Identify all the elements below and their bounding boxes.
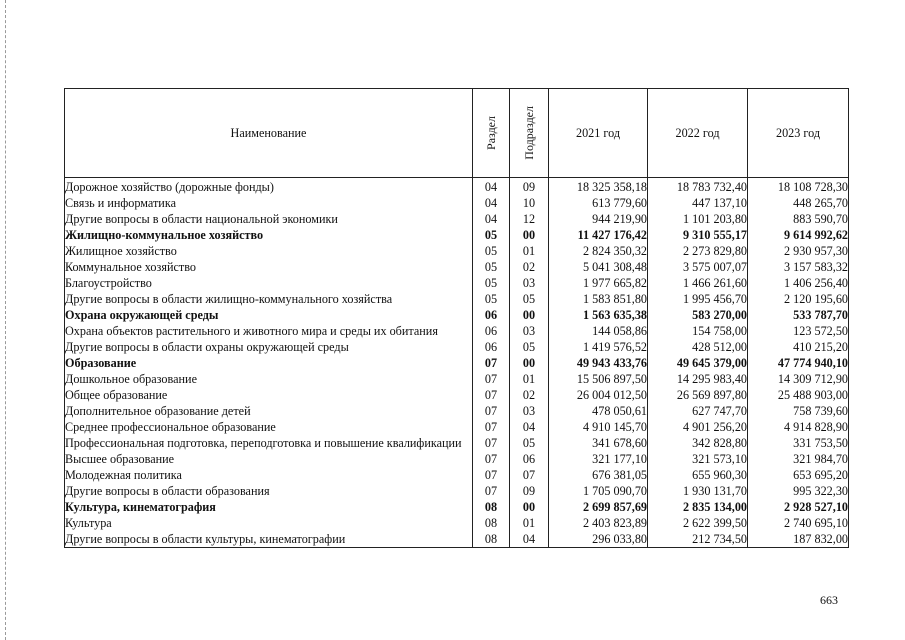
header-section-label: Раздел xyxy=(484,116,498,150)
row-section-code: 05 xyxy=(473,291,510,307)
row-section-code: 06 xyxy=(473,307,510,323)
row-value-2022: 14 295 983,40 xyxy=(648,371,748,387)
row-subsection-code: 00 xyxy=(510,227,549,243)
row-section-code: 08 xyxy=(473,499,510,515)
row-value-2021: 18 325 358,18 xyxy=(549,178,648,196)
row-name: Коммунальное хозяйство xyxy=(65,259,473,275)
table-row xyxy=(65,355,849,371)
row-value-2023: 2 740 695,10 xyxy=(748,515,849,531)
table-row xyxy=(65,451,849,467)
header-name: Наименование xyxy=(65,89,473,178)
row-subsection-code: 02 xyxy=(510,387,549,403)
row-section-code: 07 xyxy=(473,355,510,371)
row-section-code: 07 xyxy=(473,483,510,499)
row-value-2021: 5 041 308,48 xyxy=(549,259,648,275)
table-row xyxy=(65,515,849,531)
row-value-2023: 883 590,70 xyxy=(748,211,849,227)
row-section-code: 08 xyxy=(473,515,510,531)
table-row xyxy=(65,275,849,291)
header-section xyxy=(473,89,510,178)
row-value-2022: 1 466 261,60 xyxy=(648,275,748,291)
row-value-2023: 25 488 903,00 xyxy=(748,387,849,403)
row-name: Образование xyxy=(65,355,473,371)
row-value-2023: 653 695,20 xyxy=(748,467,849,483)
row-value-2021: 676 381,05 xyxy=(549,467,648,483)
row-subsection-code: 09 xyxy=(510,483,549,499)
row-subsection-code: 10 xyxy=(510,195,549,211)
table-row xyxy=(65,211,849,227)
row-name: Другие вопросы в области жилищно-коммунального хозяйства xyxy=(65,291,473,307)
table-row xyxy=(65,178,849,196)
row-value-2021: 26 004 012,50 xyxy=(549,387,648,403)
row-section-code: 06 xyxy=(473,339,510,355)
row-value-2023: 2 928 527,10 xyxy=(748,499,849,515)
table-row xyxy=(65,387,849,403)
row-value-2021: 11 427 176,42 xyxy=(549,227,648,243)
row-value-2022: 18 783 732,40 xyxy=(648,178,748,196)
row-value-2023: 2 930 957,30 xyxy=(748,243,849,259)
row-value-2023: 9 614 992,62 xyxy=(748,227,849,243)
row-name: Жилищно-коммунальное хозяйство xyxy=(65,227,473,243)
row-value-2021: 613 779,60 xyxy=(549,195,648,211)
row-value-2023: 1 406 256,40 xyxy=(748,275,849,291)
page-number: 663 xyxy=(820,593,838,607)
row-value-2023: 321 984,70 xyxy=(748,451,849,467)
table-row xyxy=(65,419,849,435)
row-name-cell xyxy=(65,323,473,339)
row-value-2022: 49 645 379,00 xyxy=(648,355,748,371)
header-subsection-label: Подраздел xyxy=(522,106,536,160)
row-subsection-code: 04 xyxy=(510,419,549,435)
row-value-2022: 321 573,10 xyxy=(648,451,748,467)
row-value-2022: 583 270,00 xyxy=(648,307,748,323)
row-section-code: 08 xyxy=(473,531,510,548)
row-name: Высшее образование xyxy=(65,451,473,467)
row-subsection-code: 01 xyxy=(510,371,549,387)
row-name: Другие вопросы в области охраны окружающей среды xyxy=(65,339,473,355)
table-row xyxy=(65,291,849,307)
row-section-code: 07 xyxy=(473,403,510,419)
row-section-code: 05 xyxy=(473,227,510,243)
row-value-2021: 944 219,90 xyxy=(549,211,648,227)
row-value-2021: 2 403 823,89 xyxy=(549,515,648,531)
row-section-code: 05 xyxy=(473,259,510,275)
row-name: Связь и информатика xyxy=(65,195,473,211)
table-row xyxy=(65,371,849,387)
row-subsection-code: 04 xyxy=(510,531,549,548)
table-row xyxy=(65,531,849,548)
row-value-2022: 655 960,30 xyxy=(648,467,748,483)
row-section-code: 06 xyxy=(473,323,510,339)
row-value-2022: 1 101 203,80 xyxy=(648,211,748,227)
row-section-code: 07 xyxy=(473,467,510,483)
header-year-2021: 2021 год xyxy=(549,89,648,178)
row-name: Благоустройство xyxy=(65,275,473,291)
row-subsection-code: 05 xyxy=(510,291,549,307)
row-value-2023: 123 572,50 xyxy=(748,323,849,339)
row-subsection-code: 00 xyxy=(510,499,549,515)
row-name: Среднее профессиональное образование xyxy=(65,419,473,435)
row-section-code: 04 xyxy=(473,195,510,211)
table-row xyxy=(65,467,849,483)
row-value-2022: 154 758,00 xyxy=(648,323,748,339)
table-row xyxy=(65,243,849,259)
row-value-2021: 1 419 576,52 xyxy=(549,339,648,355)
row-section-code: 04 xyxy=(473,211,510,227)
row-value-2021: 478 050,61 xyxy=(549,403,648,419)
row-value-2022: 428 512,00 xyxy=(648,339,748,355)
row-name: Культура xyxy=(65,515,473,531)
row-value-2023: 995 322,30 xyxy=(748,483,849,499)
row-section-code: 07 xyxy=(473,371,510,387)
row-section-code: 07 xyxy=(473,435,510,451)
row-value-2023: 47 774 940,10 xyxy=(748,355,849,371)
table-row xyxy=(65,339,849,355)
row-value-2022: 2 835 134,00 xyxy=(648,499,748,515)
row-name: Дорожное хозяйство (дорожные фонды) xyxy=(65,178,473,196)
row-value-2021: 1 977 665,82 xyxy=(549,275,648,291)
row-section-code: 07 xyxy=(473,451,510,467)
table-row xyxy=(65,227,849,243)
row-value-2021: 2 824 350,32 xyxy=(549,243,648,259)
row-value-2021: 1 583 851,80 xyxy=(549,291,648,307)
row-value-2022: 627 747,70 xyxy=(648,403,748,419)
table-body xyxy=(65,178,849,548)
row-name: Дополнительное образование детей xyxy=(65,403,473,419)
row-section-code: 05 xyxy=(473,275,510,291)
row-value-2022: 2 273 829,80 xyxy=(648,243,748,259)
row-section-code: 07 xyxy=(473,419,510,435)
row-value-2022: 3 575 007,07 xyxy=(648,259,748,275)
row-subsection-code: 03 xyxy=(510,323,549,339)
row-value-2022: 9 310 555,17 xyxy=(648,227,748,243)
row-name: Культура, кинематография xyxy=(65,499,473,515)
table-row xyxy=(65,499,849,515)
header-subsection xyxy=(510,89,549,178)
row-value-2021: 15 506 897,50 xyxy=(549,371,648,387)
row-name: Другие вопросы в области образования xyxy=(65,483,473,499)
row-subsection-code: 05 xyxy=(510,435,549,451)
row-value-2023: 14 309 712,90 xyxy=(748,371,849,387)
row-value-2022: 342 828,80 xyxy=(648,435,748,451)
header-year-2022: 2022 год xyxy=(648,89,748,178)
row-name: Дошкольное образование xyxy=(65,371,473,387)
table-row xyxy=(65,435,849,451)
row-subsection-code: 03 xyxy=(510,275,549,291)
table-row xyxy=(65,259,849,275)
row-section-code: 05 xyxy=(473,243,510,259)
row-name: Охрана окружающей среды xyxy=(65,307,473,323)
row-value-2021: 4 910 145,70 xyxy=(549,419,648,435)
row-subsection-code: 05 xyxy=(510,339,549,355)
row-name: Охрана объектов растительного и животного мира и среды их обитания xyxy=(65,324,438,338)
row-value-2021: 341 678,60 xyxy=(549,435,648,451)
row-value-2023: 187 832,00 xyxy=(748,531,849,548)
row-name: Другие вопросы в области национальной экономики xyxy=(65,211,473,227)
row-value-2022: 4 901 256,20 xyxy=(648,419,748,435)
budget-table xyxy=(64,88,849,548)
row-value-2021: 49 943 433,76 xyxy=(549,355,648,371)
row-subsection-code: 00 xyxy=(510,307,549,323)
row-subsection-code: 01 xyxy=(510,243,549,259)
table-header-row xyxy=(65,89,849,178)
row-value-2023: 533 787,70 xyxy=(748,307,849,323)
row-value-2023: 4 914 828,90 xyxy=(748,419,849,435)
row-subsection-code: 12 xyxy=(510,211,549,227)
row-name: Общее образование xyxy=(65,387,473,403)
row-subsection-code: 01 xyxy=(510,515,549,531)
table-row xyxy=(65,323,849,339)
row-value-2023: 448 265,70 xyxy=(748,195,849,211)
row-value-2023: 2 120 195,60 xyxy=(748,291,849,307)
header-year-2023: 2023 год xyxy=(748,89,849,178)
row-name: Молодежная политика xyxy=(65,467,473,483)
row-value-2022: 1 930 131,70 xyxy=(648,483,748,499)
row-subsection-code: 02 xyxy=(510,259,549,275)
table-row xyxy=(65,403,849,419)
row-value-2021: 296 033,80 xyxy=(549,531,648,548)
table-row xyxy=(65,195,849,211)
row-section-code: 07 xyxy=(473,387,510,403)
row-name: Профессиональная подготовка, переподготовка и повышение квалификации xyxy=(65,436,462,450)
row-section-code: 04 xyxy=(473,178,510,196)
row-value-2021: 321 177,10 xyxy=(549,451,648,467)
row-value-2022: 447 137,10 xyxy=(648,195,748,211)
row-subsection-code: 03 xyxy=(510,403,549,419)
row-value-2023: 331 753,50 xyxy=(748,435,849,451)
row-subsection-code: 09 xyxy=(510,178,549,196)
row-value-2021: 1 705 090,70 xyxy=(549,483,648,499)
binding-edge xyxy=(5,0,6,640)
row-value-2022: 212 734,50 xyxy=(648,531,748,548)
row-name: Жилищное хозяйство xyxy=(65,243,473,259)
row-value-2021: 1 563 635,38 xyxy=(549,307,648,323)
row-value-2021: 2 699 857,69 xyxy=(549,499,648,515)
row-value-2023: 410 215,20 xyxy=(748,339,849,355)
row-value-2022: 26 569 897,80 xyxy=(648,387,748,403)
row-value-2023: 758 739,60 xyxy=(748,403,849,419)
row-value-2022: 1 995 456,70 xyxy=(648,291,748,307)
row-subsection-code: 07 xyxy=(510,467,549,483)
row-name-cell xyxy=(65,435,473,451)
table-row xyxy=(65,483,849,499)
row-value-2022: 2 622 399,50 xyxy=(648,515,748,531)
row-name: Другие вопросы в области культуры, кинематографии xyxy=(65,531,473,548)
table-row xyxy=(65,307,849,323)
row-value-2021: 144 058,86 xyxy=(549,323,648,339)
row-subsection-code: 06 xyxy=(510,451,549,467)
row-value-2023: 18 108 728,30 xyxy=(748,178,849,196)
row-value-2023: 3 157 583,32 xyxy=(748,259,849,275)
row-subsection-code: 00 xyxy=(510,355,549,371)
